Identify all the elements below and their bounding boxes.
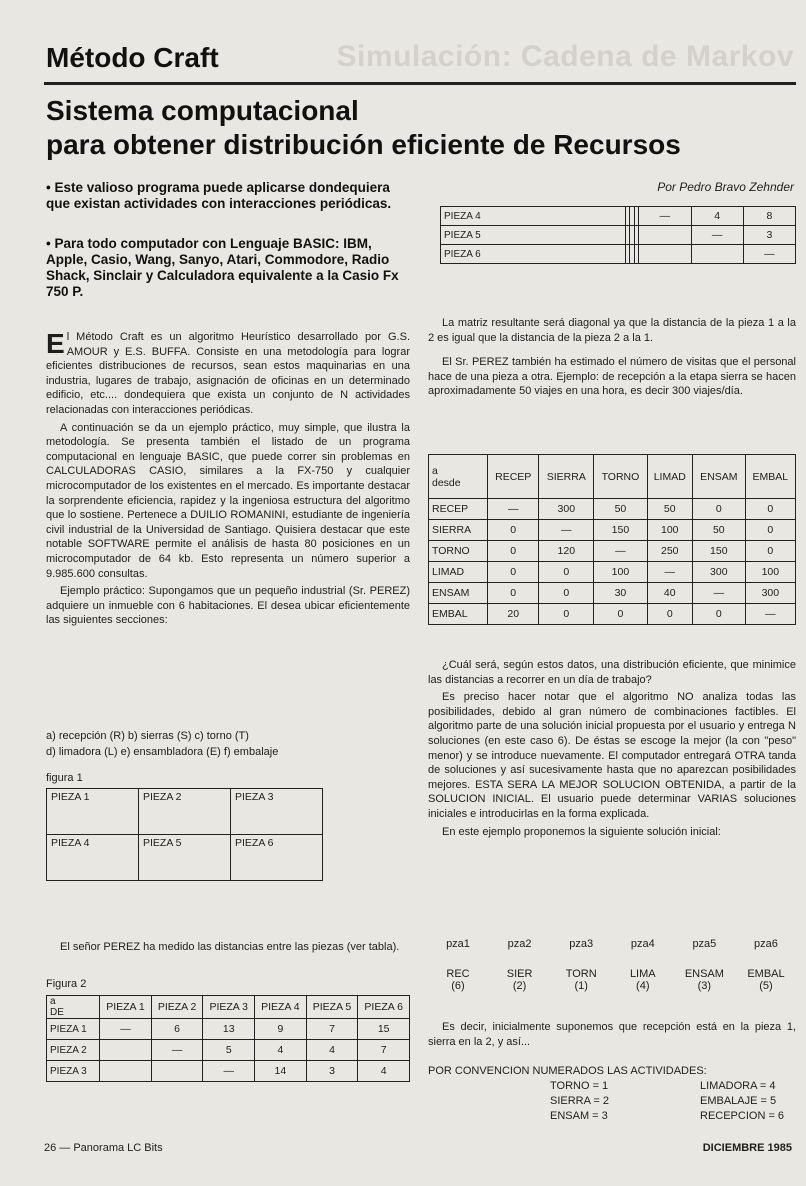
solution-piece: pza3: [569, 938, 594, 950]
figure-2-row-label: PIEZA 3: [47, 1061, 100, 1082]
paragraph-practical: Ejemplo práctico: Supongamos que un pequeño industrial (Sr. PEREZ) adquiere un inmueble con 6 habitaciones. El desea ubicar eficientemente las siguientes secciones:: [46, 585, 410, 627]
figure-2-row: [47, 1040, 410, 1061]
visits-cell: —: [745, 604, 795, 625]
footer-date: DICIEMBRE 1985: [702, 1142, 792, 1154]
visits-cell: 0: [692, 499, 745, 520]
drop-cap: E: [46, 328, 65, 359]
visits-row-label: SIERRA: [429, 520, 488, 541]
solution-piece: pza1: [446, 938, 470, 950]
solution-block: [428, 938, 796, 992]
convention-item: SIERRA = 2: [550, 1095, 610, 1107]
visits-header-cell: LIMAD: [647, 455, 692, 499]
paragraph-visits: El Sr. PEREZ también ha estimado el número de visitas que el personal hace de una pieza a otra. Ejemplo: de recepción a la etapa sierra se hacen aproximadamente 50 viajes en una hora, es decir 300 viajes/día.: [428, 356, 796, 398]
convention-item: ENSAM = 3: [550, 1110, 608, 1122]
visits-cell: —: [488, 499, 539, 520]
solution-section: SIER: [506, 968, 533, 980]
visits-cell: 0: [647, 604, 692, 625]
solution-codes-row: [428, 980, 796, 992]
visits-cell: 0: [594, 604, 647, 625]
figure-2-cell: 4: [255, 1040, 307, 1061]
solution-section: REC: [446, 968, 470, 980]
figure-2-cell: 5: [203, 1040, 255, 1061]
figure-1-cell: PIEZA 6: [231, 835, 323, 881]
figure-2-cell: 15: [358, 1019, 410, 1040]
figure-2-cell: 7: [358, 1040, 410, 1061]
visits-row-label: LIMAD: [429, 562, 488, 583]
solution-code: (3): [697, 980, 712, 992]
visits-table: [428, 454, 796, 625]
visits-header-row: [429, 455, 796, 499]
sections-list-2: d) limadora (L) e) ensambladora (E) f) embalaje: [46, 746, 279, 758]
visits-cell: 100: [647, 520, 692, 541]
visits-cell: 0: [745, 520, 795, 541]
figure-2-cont-cell: —: [691, 226, 743, 245]
visits-row: [429, 520, 796, 541]
visits-row: [429, 499, 796, 520]
figure-2-table: [46, 995, 410, 1082]
visits-cell: 300: [539, 499, 594, 520]
visits-cell: 120: [539, 541, 594, 562]
visits-header-cell: TORNO: [594, 455, 647, 499]
visits-cell: —: [647, 562, 692, 583]
figure-1-cell: PIEZA 5: [139, 835, 231, 881]
figure-2-cell: —: [203, 1061, 255, 1082]
visits-cell: 0: [488, 583, 539, 604]
visits-cell: 50: [594, 499, 647, 520]
figure-2-cell: 13: [203, 1019, 255, 1040]
figure-1-cell: PIEZA 3: [231, 789, 323, 835]
figure-2-cont-cell: —: [639, 207, 691, 226]
visits-cell: 0: [539, 604, 594, 625]
lead-paragraph-2: • Para todo computador con Lenguaje BASIC: IBM, Apple, Casio, Wang, Sanyo, Atari, Commodore, Radio Shack, Sinclair y Calculadora equivalente a la Casio Fx 750 P.: [46, 236, 399, 299]
paragraph-meaning: [428, 1020, 796, 1052]
bleed-through-text: Simulación: Cadena de Markov: [336, 40, 794, 73]
visits-cell: 100: [745, 562, 795, 583]
visits-cell: 0: [745, 499, 795, 520]
solution-piece: pza4: [630, 938, 655, 950]
visits-row-label: ENSAM: [429, 583, 488, 604]
visits-row-label: EMBAL: [429, 604, 488, 625]
solution-section: ENSAM: [684, 968, 724, 980]
visits-cell: 300: [745, 583, 795, 604]
convention-grid: [550, 1079, 796, 1124]
convention-item: TORNO = 1: [550, 1080, 609, 1092]
figure-2-row: [47, 1061, 410, 1082]
figure-2-cont-row: [441, 245, 796, 264]
right-column-text-b: [428, 658, 796, 842]
visits-cell: 0: [692, 604, 745, 625]
solution-code: (5): [759, 980, 773, 992]
visits-cell: —: [594, 541, 647, 562]
figure-2-cont-row-label: PIEZA 5: [441, 226, 626, 245]
figure-2-header-cell: PIEZA 5: [306, 996, 358, 1019]
convention-item: RECEPCION = 6: [700, 1110, 785, 1122]
visits-cell: 0: [539, 583, 594, 604]
corner-bottom: desde: [432, 476, 461, 489]
figure-2-cell: —: [151, 1040, 203, 1061]
figure-2-header-cell: PIEZA 4: [255, 996, 307, 1019]
figure-2-label: Figura 2: [46, 978, 87, 990]
visits-row: [429, 583, 796, 604]
visits-cell: 0: [539, 562, 594, 583]
figure-2-corner: [47, 996, 100, 1019]
visits-cell: 0: [488, 520, 539, 541]
figure-2-cell: [151, 1061, 203, 1082]
figure-1-cell: PIEZA 2: [139, 789, 231, 835]
figure-2-cell: 4: [358, 1061, 410, 1082]
solution-section: EMBAL: [747, 968, 785, 980]
figure-2-cont-cell: [691, 245, 743, 264]
solution-piece: pza5: [692, 938, 717, 950]
corner-top: a: [432, 464, 438, 477]
visits-row-label: RECEP: [429, 499, 488, 520]
figure-1-row: [47, 835, 323, 881]
figure-2-cell: 14: [255, 1061, 307, 1082]
solution-code: (1): [574, 980, 588, 992]
section-heading: Método Craft: [46, 42, 219, 73]
visits-cell: 40: [647, 583, 692, 604]
visits-header-cell: EMBAL: [745, 455, 795, 499]
solution-code: (4): [636, 980, 650, 992]
figure-2-cont-cell: 8: [743, 207, 795, 226]
figure-2-cell: [100, 1061, 152, 1082]
author-byline: Por Pedro Bravo Zehnder: [657, 180, 794, 194]
visits-cell: —: [539, 520, 594, 541]
paragraph-example: A continuación se da un ejemplo práctico, muy simple, que ilustra la metodología. Se presenta también el listado de un programa computacional en lenguaje BASIC, que puede correr sin problemas en CALCULADORAS CASIO, similares a la FX-750 y cualquier microcomputador de los existentes en el mercado. Es importante destacar la sorprendente eficiencia, rapidez y la ingeniosa estructura del algoritmo que lo sostiene. Pertenece a DUILIO ROMANINI, estudiante de ingeniería civil industrial de la Universidad de Santiago. Quisiera destacar que este notable SOFTWARE permite el análisis de hasta 80 posiciones en un microcomputador de 64 kb. Esto representa un número superior a 9.985.600 consultas.: [46, 421, 410, 580]
paragraph-question: ¿Cuál será, según estos datos, una distribución eficiente, que minimice las distancias a recorrer en un día de trabajo?: [428, 659, 796, 686]
figure-1-label: figura 1: [46, 772, 83, 784]
figure-1-row: [47, 789, 323, 835]
paragraph-meaning-text: Es decir, inicialmente suponemos que recepción está en la pieza 1, sierra en la 2, y así...: [428, 1021, 796, 1048]
article-title: [46, 94, 786, 162]
visits-cell: 50: [692, 520, 745, 541]
title-line-2: para obtener distribución eficiente de Recursos: [46, 129, 681, 160]
visits-cell: 0: [745, 541, 795, 562]
figure-2-row-label: PIEZA 1: [47, 1019, 100, 1040]
title-line-1: Sistema computacional: [46, 95, 359, 126]
figure-2-cont-row: [441, 226, 796, 245]
corner-top: a: [50, 996, 56, 1007]
figure-2-row: [47, 1019, 410, 1040]
figure-2-cont-cell: —: [743, 245, 795, 264]
paragraph-initial: En este ejemplo proponemos la siguiente solución inicial:: [442, 825, 721, 838]
figure-2-cell: 6: [151, 1019, 203, 1040]
solution-section: TORN: [565, 968, 597, 980]
visits-header-cell: ENSAM: [692, 455, 745, 499]
visits-row: [429, 604, 796, 625]
figure-2-cont-cell: 3: [743, 226, 795, 245]
visits-row: [429, 541, 796, 562]
paragraph-intro: [46, 330, 410, 418]
figure-1-table: [46, 788, 323, 881]
visits-cell: 0: [488, 541, 539, 562]
figure-2-cell: 3: [306, 1061, 358, 1082]
solution-section: LIMA: [629, 968, 656, 980]
visits-cell: 50: [647, 499, 692, 520]
convention-block: [428, 1064, 796, 1124]
convention-title: POR CONVENCION NUMERADOS LAS ACTIVIDADES:: [428, 1065, 707, 1077]
figure-2-cont-cell: 4: [691, 207, 743, 226]
paragraph-distances-text: El señor PEREZ ha medido las distancias entre las piezas (ver tabla).: [60, 941, 400, 953]
header-rule: [44, 82, 796, 85]
solution-piece: pza6: [754, 938, 778, 950]
figure-2-header-cell: PIEZA 2: [151, 996, 203, 1019]
solution-code: (6): [451, 980, 465, 992]
visits-cell: 300: [692, 562, 745, 583]
visits-corner: [429, 455, 488, 499]
visits-cell: 150: [692, 541, 745, 562]
figure-2-header-cell: PIEZA 3: [203, 996, 255, 1019]
figure-2-cell: 4: [306, 1040, 358, 1061]
figure-2-cont-row-label: PIEZA 6: [441, 245, 626, 264]
visits-cell: 150: [594, 520, 647, 541]
corner-bottom: DE: [50, 1007, 64, 1018]
figure-2-cont-row-label: PIEZA 4: [441, 207, 626, 226]
visits-header-cell: SIERRA: [539, 455, 594, 499]
solution-piece: pza2: [507, 938, 532, 950]
left-column-text: [46, 330, 410, 631]
figure-1-cell: PIEZA 1: [47, 789, 139, 835]
figure-2-cell: —: [100, 1019, 152, 1040]
solution-code: (2): [512, 980, 527, 992]
figure-2-continued-table: [440, 206, 796, 264]
paragraph-distances: [46, 940, 410, 958]
visits-cell: 100: [594, 562, 647, 583]
visits-cell: —: [692, 583, 745, 604]
sections-list-1: a) recepción (R) b) sierras (S) c) torno (T): [46, 730, 249, 742]
figure-2-cont-cell: [639, 226, 691, 245]
solution-sections-row: [428, 968, 796, 980]
figure-1-cell: PIEZA 4: [47, 835, 139, 881]
paragraph-intro-text: l Método Craft es un algoritmo Heurístico desarrollado por G.S. AMOUR y E.S. BUFFA. Consiste en una metodología para lograr eficientes distribuciones de recursos, sean estos maquinarias en una industria, lugares de trabajo, asignación de oficinas en un determinado edificio, etc.... dondequiera que exista un conjunto de N actividades relacionadas con interacciones periódicas.: [46, 331, 410, 416]
figure-2-header-cell: PIEZA 6: [358, 996, 410, 1019]
visits-row-label: TORNO: [429, 541, 488, 562]
solution-pieces-row: [428, 938, 796, 950]
figure-2-cell: 7: [306, 1019, 358, 1040]
visits-cell: 0: [488, 562, 539, 583]
convention-item: LIMADORA = 4: [700, 1080, 776, 1092]
visits-cell: 30: [594, 583, 647, 604]
figure-2-row-label: PIEZA 2: [47, 1040, 100, 1061]
visits-cell: 250: [647, 541, 692, 562]
visits-header-cell: RECEP: [488, 455, 539, 499]
figure-2-cell: [100, 1040, 152, 1061]
footer-page-number: 26 — Panorama LC Bits: [44, 1142, 163, 1154]
right-column-text-a: [428, 316, 796, 402]
figure-2-cont-cell: [639, 245, 691, 264]
figure-2-header-row: [47, 996, 410, 1019]
convention-item: EMBALAJE = 5: [700, 1095, 777, 1107]
paragraph-algorithm: Es preciso hacer notar que el algoritmo NO analiza todas las posibilidades, debido al gran número de combinaciones factibles. El algoritmo parte de una solución inicial propuesta por el usuario y entrega N soluciones (en este caso 6). De éstas se escoge la mejor (la con "peso" menor) y se introduce nuevamente. El computador entregará OTRA tanda de soluciones y así sucesivamente hasta que no aparezcan posibilidades mejores. ESTA SERA LA MEJOR SOLUCION OBTENIDA, a partir de la SOLUCION INICIAL. El usuario puede determinar VARIAS soluciones iniciales e introducirlas en la forma explicada.: [428, 691, 796, 820]
visits-cell: 20: [488, 604, 539, 625]
figure-2-cont-row: [441, 207, 796, 226]
paragraph-diagonal: La matriz resultante será diagonal ya que la distancia de la pieza 1 a la 2 es igual que la distancia de la pieza 2 a la 1.: [428, 317, 796, 344]
visits-row: [429, 562, 796, 583]
figure-2-cell: 9: [255, 1019, 307, 1040]
figure-2-header-cell: PIEZA 1: [100, 996, 152, 1019]
lead-paragraph-1: • Este valioso programa puede aplicarse dondequiera que existan actividades con interacciones periódicas.: [46, 180, 392, 211]
